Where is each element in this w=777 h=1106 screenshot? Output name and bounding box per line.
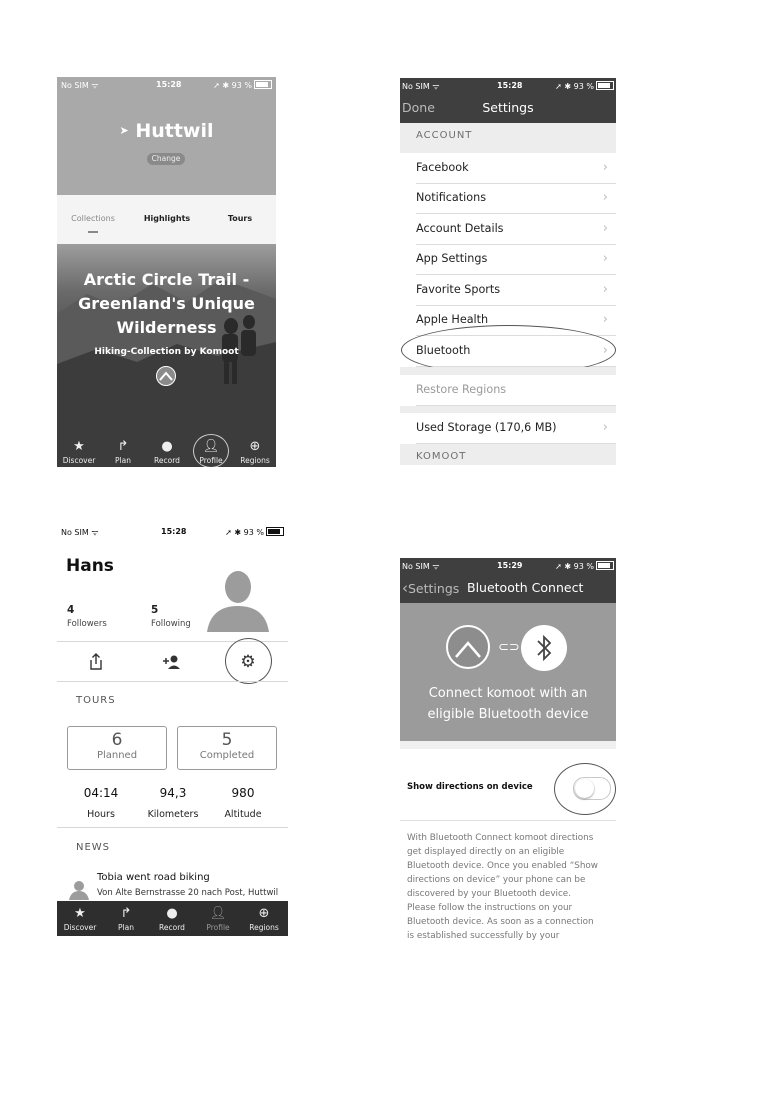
turn-arrow-icon: ↱	[120, 906, 132, 921]
section-komoot: KOMOOT	[400, 444, 616, 465]
location-arrow-icon: ➤	[119, 124, 129, 137]
tab-discover[interactable]: ★ Discover	[62, 439, 96, 465]
status-bar	[400, 78, 616, 94]
status-bar	[57, 524, 288, 540]
tab-bar	[57, 901, 288, 936]
tab-record[interactable]: ● Record	[153, 901, 191, 932]
globe-icon: ⊕	[249, 439, 261, 454]
back-button[interactable]: ‹Settings	[402, 579, 460, 597]
tab-highlights[interactable]: Highlights	[143, 214, 191, 223]
tab-profile[interactable]: 👤︎ Profile	[193, 434, 229, 465]
planned-count: 6	[111, 730, 123, 750]
screen-bluetooth-connect	[400, 558, 616, 946]
chevron-right-icon: ›	[602, 312, 608, 327]
toggle-label: Show directions on device	[407, 782, 533, 792]
altitude-value: 980	[231, 786, 255, 800]
section-account: ACCOUNT	[400, 123, 616, 153]
chevron-left-icon: ‹	[402, 579, 408, 597]
tab-regions[interactable]: ⊕ Regions	[245, 901, 283, 932]
status-bar	[400, 558, 616, 574]
tab-plan[interactable]: ↱ Plan	[107, 901, 145, 932]
clock: 15:28	[161, 527, 187, 536]
section-spacer	[400, 367, 616, 375]
row-bluetooth[interactable]: Bluetooth ›	[416, 336, 616, 367]
news-avatar-icon	[69, 880, 89, 900]
tab-discover[interactable]: ★ Discover	[61, 901, 99, 932]
star-icon: ★	[73, 439, 85, 454]
bluetooth-hero-text: Connect komoot with an eligible Bluetooth device	[427, 686, 589, 722]
collection-subtitle: Hiking-Collection by Komoot	[94, 347, 239, 357]
tours-header: TOURS	[76, 695, 116, 706]
altitude-label: Altitude	[224, 809, 262, 820]
followers-label: Followers	[67, 619, 107, 629]
chevron-right-icon: ›	[602, 221, 608, 236]
toggle-highlight-annotation	[554, 763, 616, 815]
turn-arrow-icon: ↱	[117, 439, 129, 454]
tab-collections-indicator	[88, 231, 98, 233]
tab-plan[interactable]: ↱ Plan	[105, 434, 141, 465]
battery-indicator: ➚ ✱ 93 %	[225, 527, 284, 537]
screen-discover	[57, 77, 276, 467]
tab-collections[interactable]: Collections	[71, 214, 115, 223]
chevron-right-icon: ›	[602, 190, 608, 205]
link-icon: ⊂⊃	[498, 640, 520, 655]
row-used-storage[interactable]: Used Storage (170,6 MB) ›	[416, 413, 616, 444]
following-label: Following	[151, 619, 191, 629]
following-count[interactable]: 5	[151, 604, 159, 616]
tab-record[interactable]: ● Record	[149, 434, 185, 465]
planned-label: Planned	[96, 750, 138, 761]
carrier-label: No SIM ᯤ	[402, 82, 440, 91]
kilometers-label: Kilometers	[147, 809, 199, 820]
person-icon: 👤︎	[209, 906, 227, 921]
hours-label: Hours	[87, 809, 115, 820]
row-app-settings[interactable]: App Settings ›	[416, 244, 616, 275]
record-dot-icon: ●	[166, 906, 178, 921]
carrier-label: No SIM ᯤ	[402, 562, 440, 571]
chevron-right-icon: ›	[602, 251, 608, 266]
record-dot-icon: ●	[161, 439, 173, 454]
divider	[57, 681, 288, 682]
avatar-silhouette-icon	[207, 570, 269, 632]
collection-title-line: Arctic Circle Trail -	[83, 270, 250, 289]
location-name: Huttwil	[135, 120, 214, 142]
screen-settings	[400, 78, 616, 465]
chevron-right-icon: ›	[602, 160, 608, 175]
news-avatar[interactable]	[69, 880, 89, 900]
divider	[57, 827, 288, 828]
bluetooth-icon	[521, 625, 567, 671]
nav-title: Bluetooth Connect	[467, 580, 584, 595]
carrier-label: No SIM ᯤ	[61, 81, 99, 90]
battery-indicator: ➚ ✱ 93 %	[555, 81, 614, 91]
nav-title: Settings	[482, 100, 534, 115]
followers-count[interactable]: 4	[67, 604, 75, 616]
collection-title	[57, 268, 276, 340]
battery-indicator: ➚ ✱ 93 %	[213, 80, 272, 90]
profile-highlight-annotation	[193, 434, 229, 467]
komoot-logo-icon	[446, 625, 490, 669]
person-icon: 👤︎	[202, 439, 220, 454]
location-title	[57, 120, 276, 142]
clock: 15:28	[497, 81, 523, 90]
star-icon: ★	[74, 906, 86, 921]
collection-title-line: Greenland's Unique	[78, 294, 255, 313]
tab-profile[interactable]: 👤︎ Profile	[199, 901, 237, 932]
chevron-right-icon: ›	[602, 343, 608, 358]
news-title[interactable]: Tobia went road biking	[97, 872, 210, 883]
row-restore-regions[interactable]: Restore Regions	[416, 375, 616, 406]
completed-tours-card[interactable]	[177, 726, 277, 770]
settings-highlight-annotation	[225, 638, 272, 684]
planned-tours-card[interactable]	[67, 726, 167, 770]
screen-profile	[57, 524, 288, 936]
carrier-label: No SIM ᯤ	[61, 528, 99, 537]
chevron-right-icon: ›	[602, 420, 608, 435]
gear-icon[interactable]: ⚙	[240, 652, 256, 672]
completed-label: Completed	[199, 750, 255, 761]
section-spacer	[400, 406, 616, 413]
change-location-button[interactable]: Change	[147, 153, 185, 165]
add-friend-icon[interactable]	[162, 654, 182, 670]
share-icon[interactable]	[87, 652, 105, 672]
avatar[interactable]	[207, 570, 269, 632]
tab-bar	[57, 434, 276, 467]
tab-regions[interactable]: ⊕ Regions	[237, 434, 273, 465]
chevron-right-icon: ›	[602, 282, 608, 297]
row-notifications[interactable]: Notifications ›	[416, 183, 616, 214]
clock: 15:28	[156, 80, 182, 89]
profile-name: Hans	[66, 556, 114, 576]
battery-indicator: ➚ ✱ 93 %	[555, 561, 614, 571]
news-header: NEWS	[76, 842, 111, 853]
completed-count: 5	[221, 730, 233, 750]
divider	[400, 820, 616, 821]
kilometers-value: 94,3	[159, 786, 187, 800]
tab-tours[interactable]: Tours	[227, 214, 253, 223]
globe-icon: ⊕	[258, 906, 270, 921]
section-gap	[400, 741, 616, 749]
row-account-details[interactable]: Account Details ›	[416, 214, 616, 245]
collection-title-line: Wilderness	[116, 318, 217, 337]
komoot-logo-icon	[156, 366, 176, 386]
bluetooth-description: With Bluetooth Connect komoot directions get displayed directly on an eligible Bluetooth device. Once you enabled “Show directions on device” your phone can be discovered by your Bluetooth device. Please follow the instructions on your Bluetooth device. As soon as a connection is established successfully by your	[407, 833, 598, 941]
clock: 15:29	[497, 561, 523, 570]
news-subtitle: Von Alte Bernstrasse 20 nach Post, Huttwil	[97, 888, 279, 898]
row-favorite-sports[interactable]: Favorite Sports ›	[416, 275, 616, 306]
row-apple-health[interactable]: Apple Health ›	[416, 305, 616, 336]
done-button[interactable]: Done	[402, 100, 435, 115]
hours-value: 04:14	[83, 786, 119, 800]
status-bar	[57, 77, 276, 93]
row-facebook[interactable]: Facebook ›	[416, 153, 616, 184]
